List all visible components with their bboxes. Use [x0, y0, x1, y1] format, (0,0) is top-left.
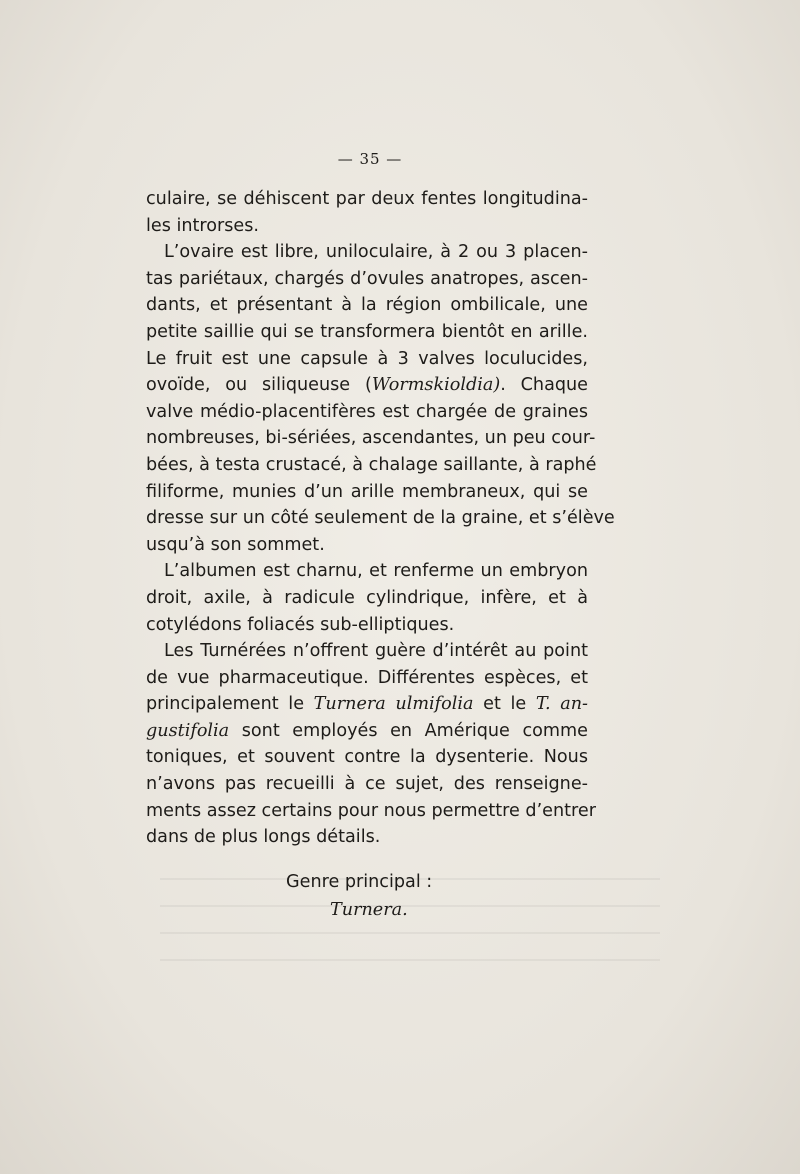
taxon-name: Turnera ulmifolia [313, 694, 474, 715]
text-line: ments assez certains pour nous permettre d’entrer [146, 800, 596, 821]
taxon-name: T. an- [535, 694, 588, 715]
text-line: les introrses. [146, 215, 260, 236]
text-line: dants, et présentant à la région ombilicale, une [146, 295, 588, 316]
genre-heading: Genre principal : [286, 872, 433, 892]
text-line: usqu’à son sommet. [146, 534, 325, 555]
text-line: gustifolia sont employés en Amérique comme [146, 720, 588, 741]
text-line: L’ovaire est libre, uniloculaire, à 2 ou 3 placen- [164, 242, 588, 263]
text-line: Le fruit est une capsule à 3 valves loculucides, [146, 348, 588, 369]
text-line: n’avons pas recueilli à ce sujet, des renseigne- [146, 774, 588, 795]
taxon-name: gustifolia [146, 720, 230, 741]
text-line: petite saillie qui se transformera bientôt en arille. [146, 321, 588, 342]
page-number: — 35 — [337, 150, 403, 168]
text-line: de vue pharmaceutique. Différentes espèces, et [146, 667, 588, 688]
text-line: bées, à testa crustacé, à chalage saillante, à raphé [146, 454, 597, 475]
text-line: culaire, se déhiscent par deux fentes longitudina- [146, 189, 588, 209]
body-text [146, 186, 615, 851]
text-line: tas pariétaux, chargés d’ovules anatropes, ascen- [146, 268, 588, 289]
text-line: dans de plus longs détails. [146, 827, 381, 848]
taxon-name: Wormskioldia) [371, 375, 501, 396]
text-line: dresse sur un côté seulement de la graine, et s’élève [146, 508, 615, 529]
text-line: nombreuses, bi-sériées, ascendantes, un peu cour- [146, 428, 596, 449]
text-line: cotylédons foliacés sub-elliptiques. [146, 614, 455, 635]
text-line: toniques, et souvent contre la dysenterie. Nous [146, 747, 588, 768]
text-line: filiforme, munies d’un arille membraneux, qui se [146, 481, 588, 502]
text-line: valve médio-placentifères est chargée de graines [146, 401, 588, 422]
text-line: principalement le Turnera ulmifolia et le T. an- [146, 694, 588, 715]
text-line: ovoïde, ou siliqueuse (Wormskioldia). Chaque [146, 375, 588, 396]
text-line: L’albumen est charnu, et renferme un embryon [164, 561, 588, 582]
text-line: droit, axile, à radicule cylindrique, infère, et à [146, 587, 588, 608]
text-line: Les Turnérées n’offrent guère d’intérêt au point [164, 641, 588, 662]
genre-name: Turnera. [330, 900, 408, 920]
